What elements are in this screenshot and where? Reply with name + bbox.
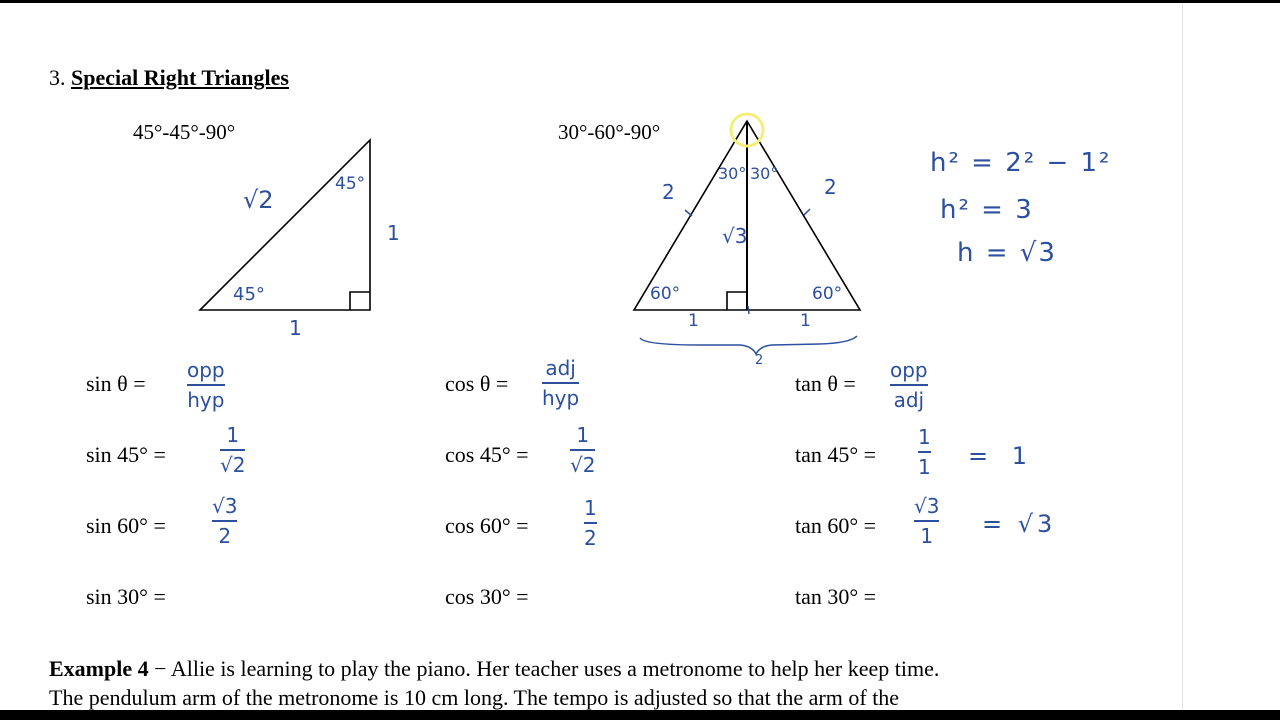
tan-45-label: tan 45° = bbox=[795, 442, 877, 467]
tan-theta-label: tan θ = bbox=[795, 371, 856, 396]
window-bottom-edge bbox=[0, 710, 1280, 720]
hyp-45-annotation: √2 bbox=[243, 186, 274, 214]
tan-45-fraction: 1 1 bbox=[918, 425, 931, 479]
sin-theta-fraction: opp hyp bbox=[187, 358, 225, 412]
tan-45-result: = 1 bbox=[968, 442, 1036, 470]
sin-60-label: sin 60° = bbox=[86, 513, 166, 538]
angle-top-right-annotation: 30° bbox=[750, 164, 779, 183]
work-line-2: h² = 3 bbox=[940, 195, 1034, 225]
base-right-annotation: 1 bbox=[800, 311, 811, 331]
cos-30-label: cos 30° = bbox=[445, 584, 529, 609]
work-line-1: h² = 2² − 1² bbox=[930, 148, 1112, 178]
side-right-30-annotation: 2 bbox=[824, 175, 837, 199]
handwritten-marks bbox=[640, 209, 857, 354]
cos-theta-label: cos θ = bbox=[445, 371, 509, 396]
example-heading: Example 4 bbox=[49, 656, 149, 681]
section-title: Special Right Triangles bbox=[71, 65, 289, 90]
base-left-annotation: 1 bbox=[688, 311, 699, 331]
cos-60-fraction: 1 2 bbox=[584, 496, 597, 550]
tan-30-label: tan 30° = bbox=[795, 584, 877, 609]
angle-top-45-annotation: 45° bbox=[335, 174, 366, 194]
tan-60-label: tan 60° = bbox=[795, 513, 877, 538]
tan-60-fraction: √3 1 bbox=[914, 494, 940, 548]
sin-45-fraction: 1 √2 bbox=[220, 423, 246, 477]
angle-left-annotation: 60° bbox=[650, 284, 681, 304]
example-4-line-2: The pendulum arm of the metronome is 10 cm long. The tempo is adjusted so that the arm of the bbox=[49, 685, 900, 710]
base-brace bbox=[640, 336, 857, 354]
triangle-45-label: 45°-45°-90° bbox=[133, 120, 236, 144]
sin-60-fraction: √3 2 bbox=[212, 494, 238, 548]
sin-30-label: sin 30° = bbox=[86, 584, 166, 609]
angle-top-left-annotation: 30° bbox=[718, 164, 747, 183]
side-right-45-annotation: 1 bbox=[387, 221, 400, 245]
sin-45-label: sin 45° = bbox=[86, 442, 166, 467]
side-left-30-annotation: 2 bbox=[662, 180, 675, 204]
cos-45-label: cos 45° = bbox=[445, 442, 529, 467]
angle-bottom-45-annotation: 45° bbox=[233, 284, 265, 305]
cos-theta-fraction: adj hyp bbox=[542, 356, 580, 410]
section-number: 3. bbox=[49, 65, 66, 90]
tan-60-result: = √3 bbox=[982, 510, 1057, 538]
sin-theta-label: sin θ = bbox=[86, 371, 146, 396]
work-line-3: h = √3 bbox=[957, 238, 1057, 268]
triangle-30-label: 30°-60°-90° bbox=[558, 120, 661, 144]
cos-60-label: cos 60° = bbox=[445, 513, 529, 538]
angle-right-annotation: 60° bbox=[812, 284, 843, 304]
example-4-line-1: Example 4 − Allie is learning to play the piano. Her teacher uses a metronome to help her keep time. bbox=[49, 656, 940, 681]
base-total-annotation: 2 bbox=[755, 353, 764, 368]
height-annotation: √3 bbox=[722, 224, 748, 248]
side-bottom-45-annotation: 1 bbox=[289, 316, 302, 340]
triangle-45-45-90 bbox=[200, 140, 370, 310]
cos-45-fraction: 1 √2 bbox=[570, 423, 596, 477]
tan-theta-fraction: opp adj bbox=[890, 358, 928, 412]
triangle-30-60-90 bbox=[634, 121, 860, 310]
